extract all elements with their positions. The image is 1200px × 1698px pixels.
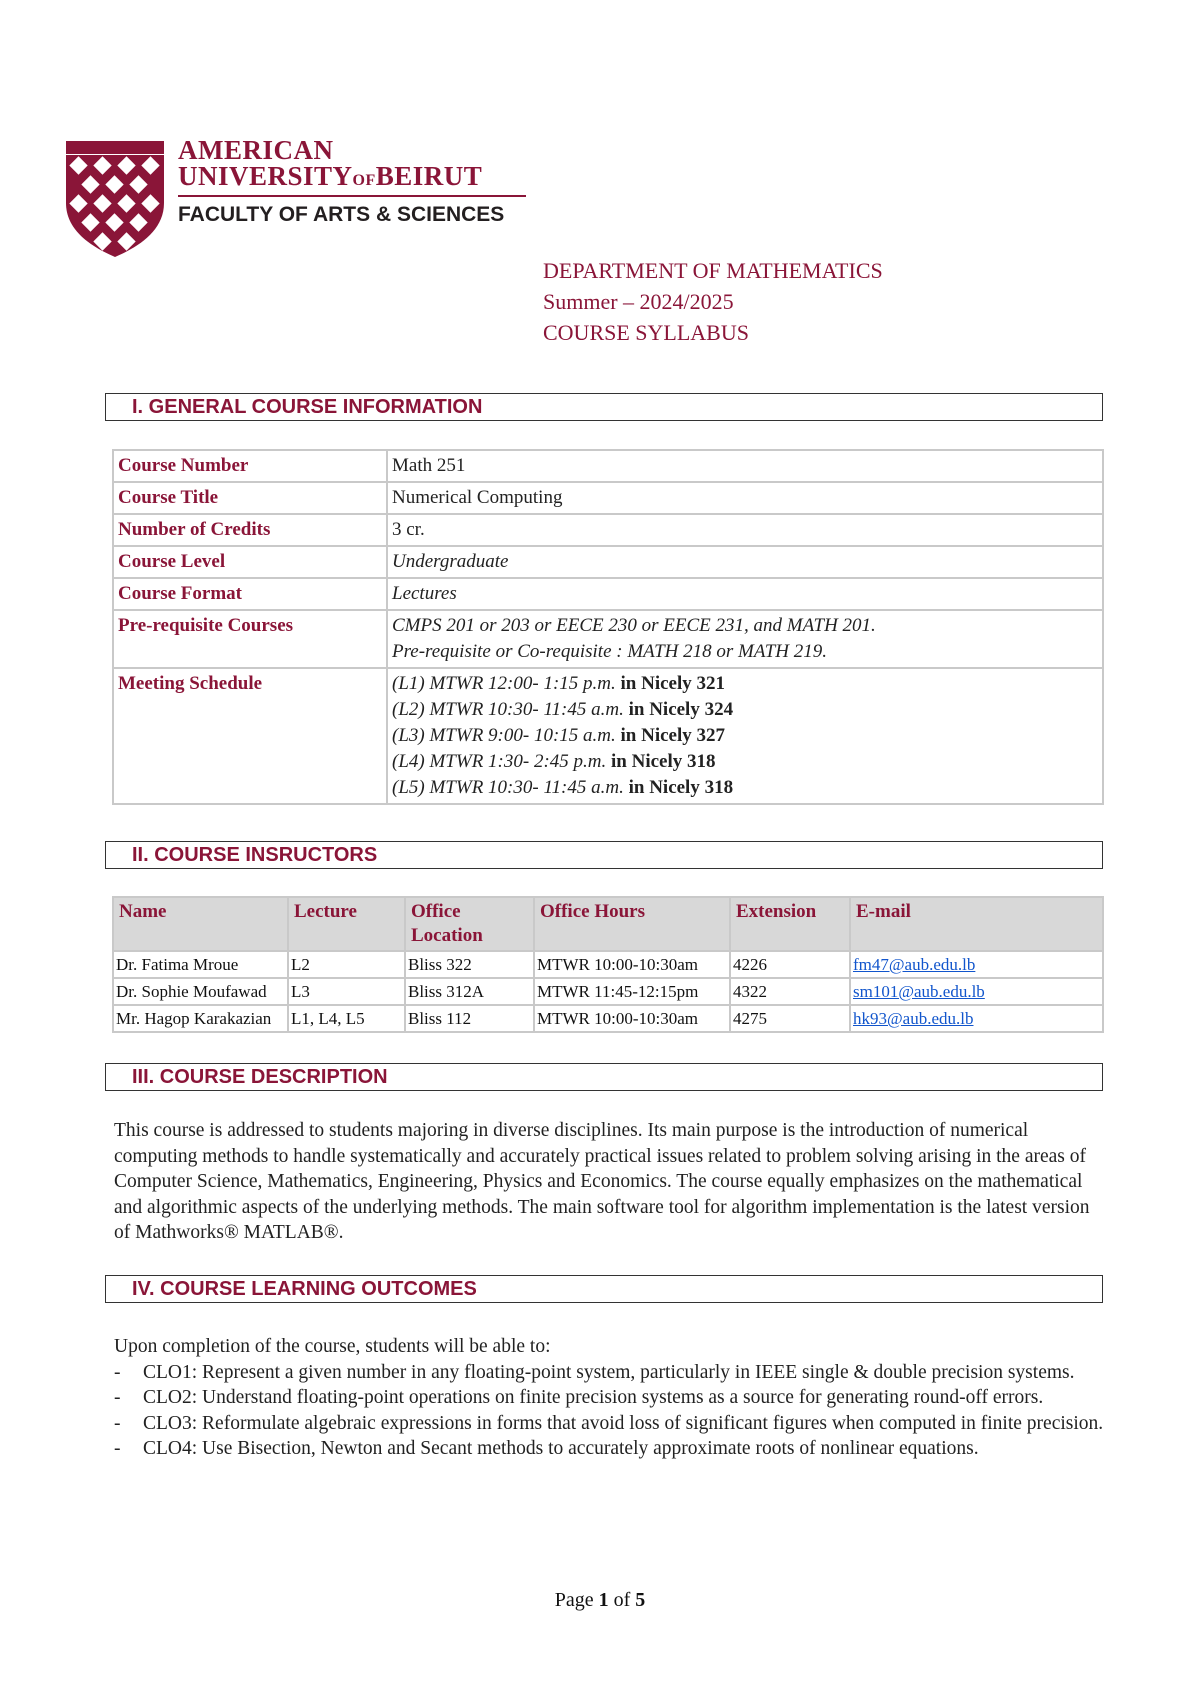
schedule-time: (L4) MTWR 1:30- 2:45 p.m.	[392, 751, 607, 772]
table-row	[113, 610, 1103, 668]
instructor-name: Dr. Sophie Moufawad	[113, 978, 288, 1005]
course-title: Numerical Computing	[387, 482, 1103, 514]
course-level-label: Course Level	[113, 546, 387, 578]
of-word: of	[613, 1589, 631, 1611]
instructor-email-link[interactable]: sm101@aub.edu.lb	[853, 982, 985, 1001]
aub-shield-icon	[66, 141, 164, 257]
section-learning-outcomes: IV. COURSE LEARNING OUTCOMES	[105, 1275, 1103, 1303]
list-item: - CLO2: Understand floating-point operations on finite precision systems as a source for generating round-off errors.	[114, 1385, 1104, 1411]
instructor-email-link[interactable]: fm47@aub.edu.lb	[853, 955, 976, 974]
course-description	[114, 1118, 1104, 1246]
table-row	[113, 951, 1103, 978]
credits-label: Number of Credits	[113, 514, 387, 546]
schedule-room: in Nicely 327	[620, 725, 726, 746]
logo-university-of-beirut	[178, 161, 482, 192]
term: Summer – 2024/2025	[543, 289, 734, 314]
schedule-time: (L1) MTWR 12:00- 1:15 p.m.	[392, 673, 616, 694]
logo-beirut: BEIRUT	[375, 161, 483, 191]
schedule-line	[392, 775, 1098, 801]
table-header-row	[113, 897, 1103, 951]
credits: 3 cr.	[387, 514, 1103, 546]
schedule-line	[392, 723, 1098, 749]
course-format-label: Course Format	[113, 578, 387, 610]
instructor-office: Bliss 112	[405, 1005, 534, 1032]
instructor-extension: 4275	[730, 1005, 850, 1032]
instructor-email-cell	[850, 951, 1103, 978]
instructor-hours: MTWR 11:45-12:15pm	[534, 978, 730, 1005]
prereq-value	[387, 610, 1103, 668]
schedule-time: (L2) MTWR 10:30- 11:45 a.m.	[392, 699, 624, 720]
instructor-hours: MTWR 10:00-10:30am	[534, 951, 730, 978]
section-general-info: I. GENERAL COURSE INFORMATION	[105, 393, 1103, 421]
prereq-line-2: Pre-requisite or Co-requisite : MATH 218 or MATH 219.	[392, 641, 828, 662]
course-info-table	[112, 449, 1104, 805]
course-number: Math 251	[387, 450, 1103, 482]
header-office-location: Office Location	[405, 897, 534, 951]
document-type: COURSE SYLLABUS	[543, 320, 749, 345]
list-item: - CLO1: Represent a given number in any floating-point system, particularly in IEEE single & double precision systems.	[114, 1360, 1104, 1386]
prereq-line-1: CMPS 201 or 203 or EECE 230 or EECE 231, and MATH 201.	[392, 615, 876, 636]
instructor-lecture: L1, L4, L5	[288, 1005, 405, 1032]
logo-rule	[178, 195, 526, 197]
instructor-email-cell	[850, 1005, 1103, 1032]
logo-american: AMERICAN	[178, 135, 334, 165]
department-name: DEPARTMENT OF MATHEMATICS	[543, 258, 883, 283]
schedule-line	[392, 749, 1098, 775]
header-lecture: Lecture	[288, 897, 405, 951]
table-row	[113, 546, 1103, 578]
description-text: This course is addressed to students majoring in diverse disciplines. Its main purpose is the introduction of numerical computing methods to handle systematically and accurately practical issues related to problem solving arising in the areas of Computer Science, Mathematics, Engineering, Physics and Economics. The course equally emphasizes on the mathematical and algorithmic aspects of the underlying methods. The main software tool for algorithm implementation is the latest version of Mathworks® MATLAB®.	[114, 1120, 1090, 1243]
instructor-name: Dr. Fatima Mroue	[113, 951, 288, 978]
course-number-label: Course Number	[113, 450, 387, 482]
logo-university: UNIVERSITY	[178, 161, 353, 191]
prereq-label: Pre-requisite Courses	[113, 610, 387, 668]
page-word: Page	[554, 1589, 594, 1611]
list-item: - CLO4: Use Bisection, Newton and Secant methods to accurately approximate roots of nonlinear equations.	[114, 1436, 1104, 1462]
instructor-office: Bliss 312A	[405, 978, 534, 1005]
schedule-label: Meeting Schedule	[113, 668, 387, 804]
header-email: E-mail	[850, 897, 1103, 951]
schedule-line	[392, 697, 1098, 723]
instructor-lecture: L3	[288, 978, 405, 1005]
schedule-line	[392, 671, 1098, 697]
instructor-hours: MTWR 10:00-10:30am	[534, 1005, 730, 1032]
table-row	[113, 668, 1103, 804]
schedule-room: in Nicely 321	[620, 673, 726, 694]
instructor-name: Mr. Hagop Karakazian	[113, 1005, 288, 1032]
page-footer	[0, 1589, 1200, 1612]
section-instructors: II. COURSE INSRUCTORS	[105, 841, 1103, 869]
schedule-time: (L5) MTWR 10:30- 11:45 a.m.	[392, 777, 624, 798]
instructor-extension: 4322	[730, 978, 850, 1005]
page-total: 5	[635, 1589, 646, 1611]
meeting-schedule	[387, 668, 1103, 804]
logo-of: OF	[352, 172, 376, 189]
instructor-lecture: L2	[288, 951, 405, 978]
header-office-hours: Office Hours	[534, 897, 730, 951]
outcomes-intro: Upon completion of the course, students will be able to:	[114, 1336, 551, 1357]
list-item: - CLO3: Reformulate algebraic expressions in forms that avoid loss of significant figures when computed in finite precision.	[114, 1411, 1104, 1437]
instructor-extension: 4226	[730, 951, 850, 978]
learning-outcomes	[114, 1334, 1104, 1462]
outcomes-list	[114, 1360, 1104, 1462]
schedule-room: in Nicely 318	[611, 751, 716, 772]
schedule-room: in Nicely 318	[628, 777, 734, 798]
table-row	[113, 482, 1103, 514]
instructor-office: Bliss 322	[405, 951, 534, 978]
table-row	[113, 450, 1103, 482]
course-title-label: Course Title	[113, 482, 387, 514]
table-row	[113, 1005, 1103, 1032]
table-row	[113, 578, 1103, 610]
header-name: Name	[113, 897, 288, 951]
schedule-time: (L3) MTWR 9:00- 10:15 a.m.	[392, 725, 616, 746]
page-number: 1	[598, 1589, 609, 1611]
course-level: Undergraduate	[387, 546, 1103, 578]
table-row	[113, 514, 1103, 546]
table-row	[113, 978, 1103, 1005]
course-format: Lectures	[387, 578, 1103, 610]
aub-logo	[66, 135, 528, 257]
instructors-table	[112, 896, 1104, 1033]
logo-faculty: FACULTY OF ARTS & SCIENCES	[178, 203, 505, 226]
instructor-email-link[interactable]: hk93@aub.edu.lb	[853, 1009, 974, 1028]
schedule-room: in Nicely 324	[628, 699, 734, 720]
instructor-email-cell	[850, 978, 1103, 1005]
header-extension: Extension	[730, 897, 850, 951]
section-description: III. COURSE DESCRIPTION	[105, 1063, 1103, 1091]
